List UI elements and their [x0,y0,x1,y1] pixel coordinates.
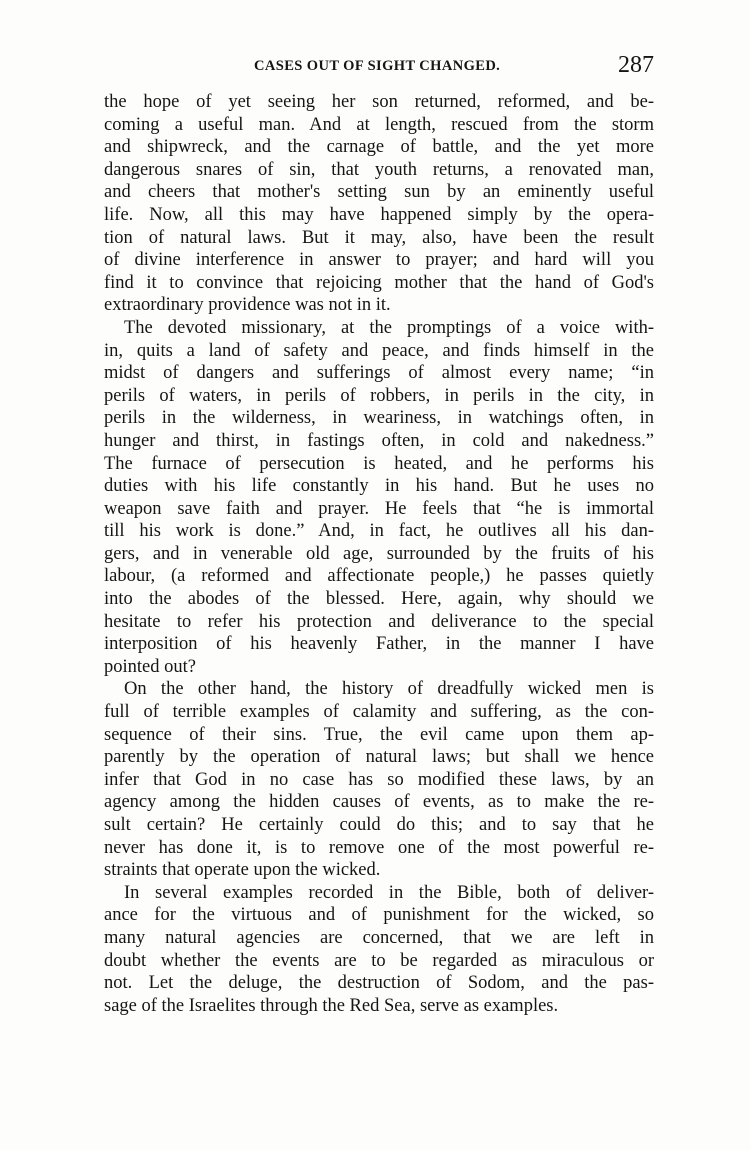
text-line: agency among the hidden causes of events, as to make the re- [104,792,654,813]
text-line: sage of the Israelites through the Red Sea, serve as examples. [104,995,559,1016]
text-line: and shipwreck, and the carnage of battle, and the yet more [104,137,654,158]
paragraph [104,882,654,1018]
body-text [104,91,654,1017]
text-line: many natural agencies are concerned, that we are left in [104,927,654,948]
text-line: hesitate to refer his protection and deliverance to the special [104,611,654,632]
text-line: In several examples recorded in the Bible, both of deliver- [124,882,654,903]
text-line: not. Let the deluge, the destruction of Sodom, and the pas- [104,973,654,994]
page-number: 287 [618,52,654,78]
text-line: coming a useful man. And at length, rescued from the storm [104,114,654,135]
text-line: tion of natural laws. But it may, also, have been the result [104,227,654,248]
text-line: in, quits a land of safety and peace, and finds himself in the [104,340,654,361]
text-line: perils of waters, in perils of robbers, in perils in the city, in [104,385,654,406]
text-line: doubt whether the events are to be regarded as miraculous or [104,950,654,971]
text-line: extraordinary providence was not in it. [104,295,391,316]
text-line: life. Now, all this may have happened simply by the opera- [104,204,654,225]
text-line: interposition of his heavenly Father, in the manner I have [104,634,654,655]
text-line: sult certain? He certainly could do this; and to say that he [104,815,654,835]
text-line: sequence of their sins. True, the evil came upon them ap- [104,724,654,745]
text-line: infer that God in no case has so modified these laws, by an [104,769,654,790]
text-line: parently by the operation of natural laws; but shall we hence [104,747,654,768]
text-line: The furnace of persecution is heated, and he performs his [104,453,654,474]
text-line: and cheers that mother's setting sun by an eminently useful [104,182,654,203]
text-line: On the other hand, the history of dreadfully wicked men is [124,679,654,700]
text-line: the hope of yet seeing her son returned, reformed, and be- [104,92,654,112]
text-line: duties with his life constantly in his hand. But he uses no [104,476,654,497]
text-line: labour, (a reformed and affectionate people,) he passes quietly [104,566,654,587]
text-line: dangerous snares of sin, that youth returns, a renovated man, [104,159,654,180]
text-line: weapon save faith and prayer. He feels that “he is immortal [104,498,654,519]
text-line: of divine interference in answer to prayer; and hard will you [104,250,654,271]
text-line: midst of dangers and sufferings of almost every name; “in [104,363,654,384]
paragraph [104,678,654,881]
text-line: till his work is done.” And, in fact, he outlives all his dan- [104,521,654,542]
text-line: into the abodes of the blessed. Here, again, why should we [104,589,654,610]
text-line: never has done it, is to remove one of the most powerful re- [104,837,654,858]
text-line: gers, and in venerable old age, surrounded by the fruits of his [104,543,654,564]
paragraph [104,317,654,679]
text-line: pointed out? [104,656,196,677]
text-line: find it to convince that rejoicing mother that the hand of God's [104,272,654,293]
text-line: perils in the wilderness, in weariness, in watchings often, in [104,408,654,429]
text-line: ance for the virtuous and of punishment for the wicked, so [104,905,654,926]
text-line: The devoted missionary, at the promptings of a voice with- [124,317,654,338]
text-line: hunger and thirst, in fastings often, in cold and nakedness.” [104,430,654,451]
running-head [0,52,750,92]
running-title: CASES OUT OF SIGHT CHANGED. [254,58,501,74]
paragraph [104,91,654,317]
text-line: full of terrible examples of calamity and suffering, as the con- [104,702,654,723]
text-line: straints that operate upon the wicked. [104,860,381,881]
